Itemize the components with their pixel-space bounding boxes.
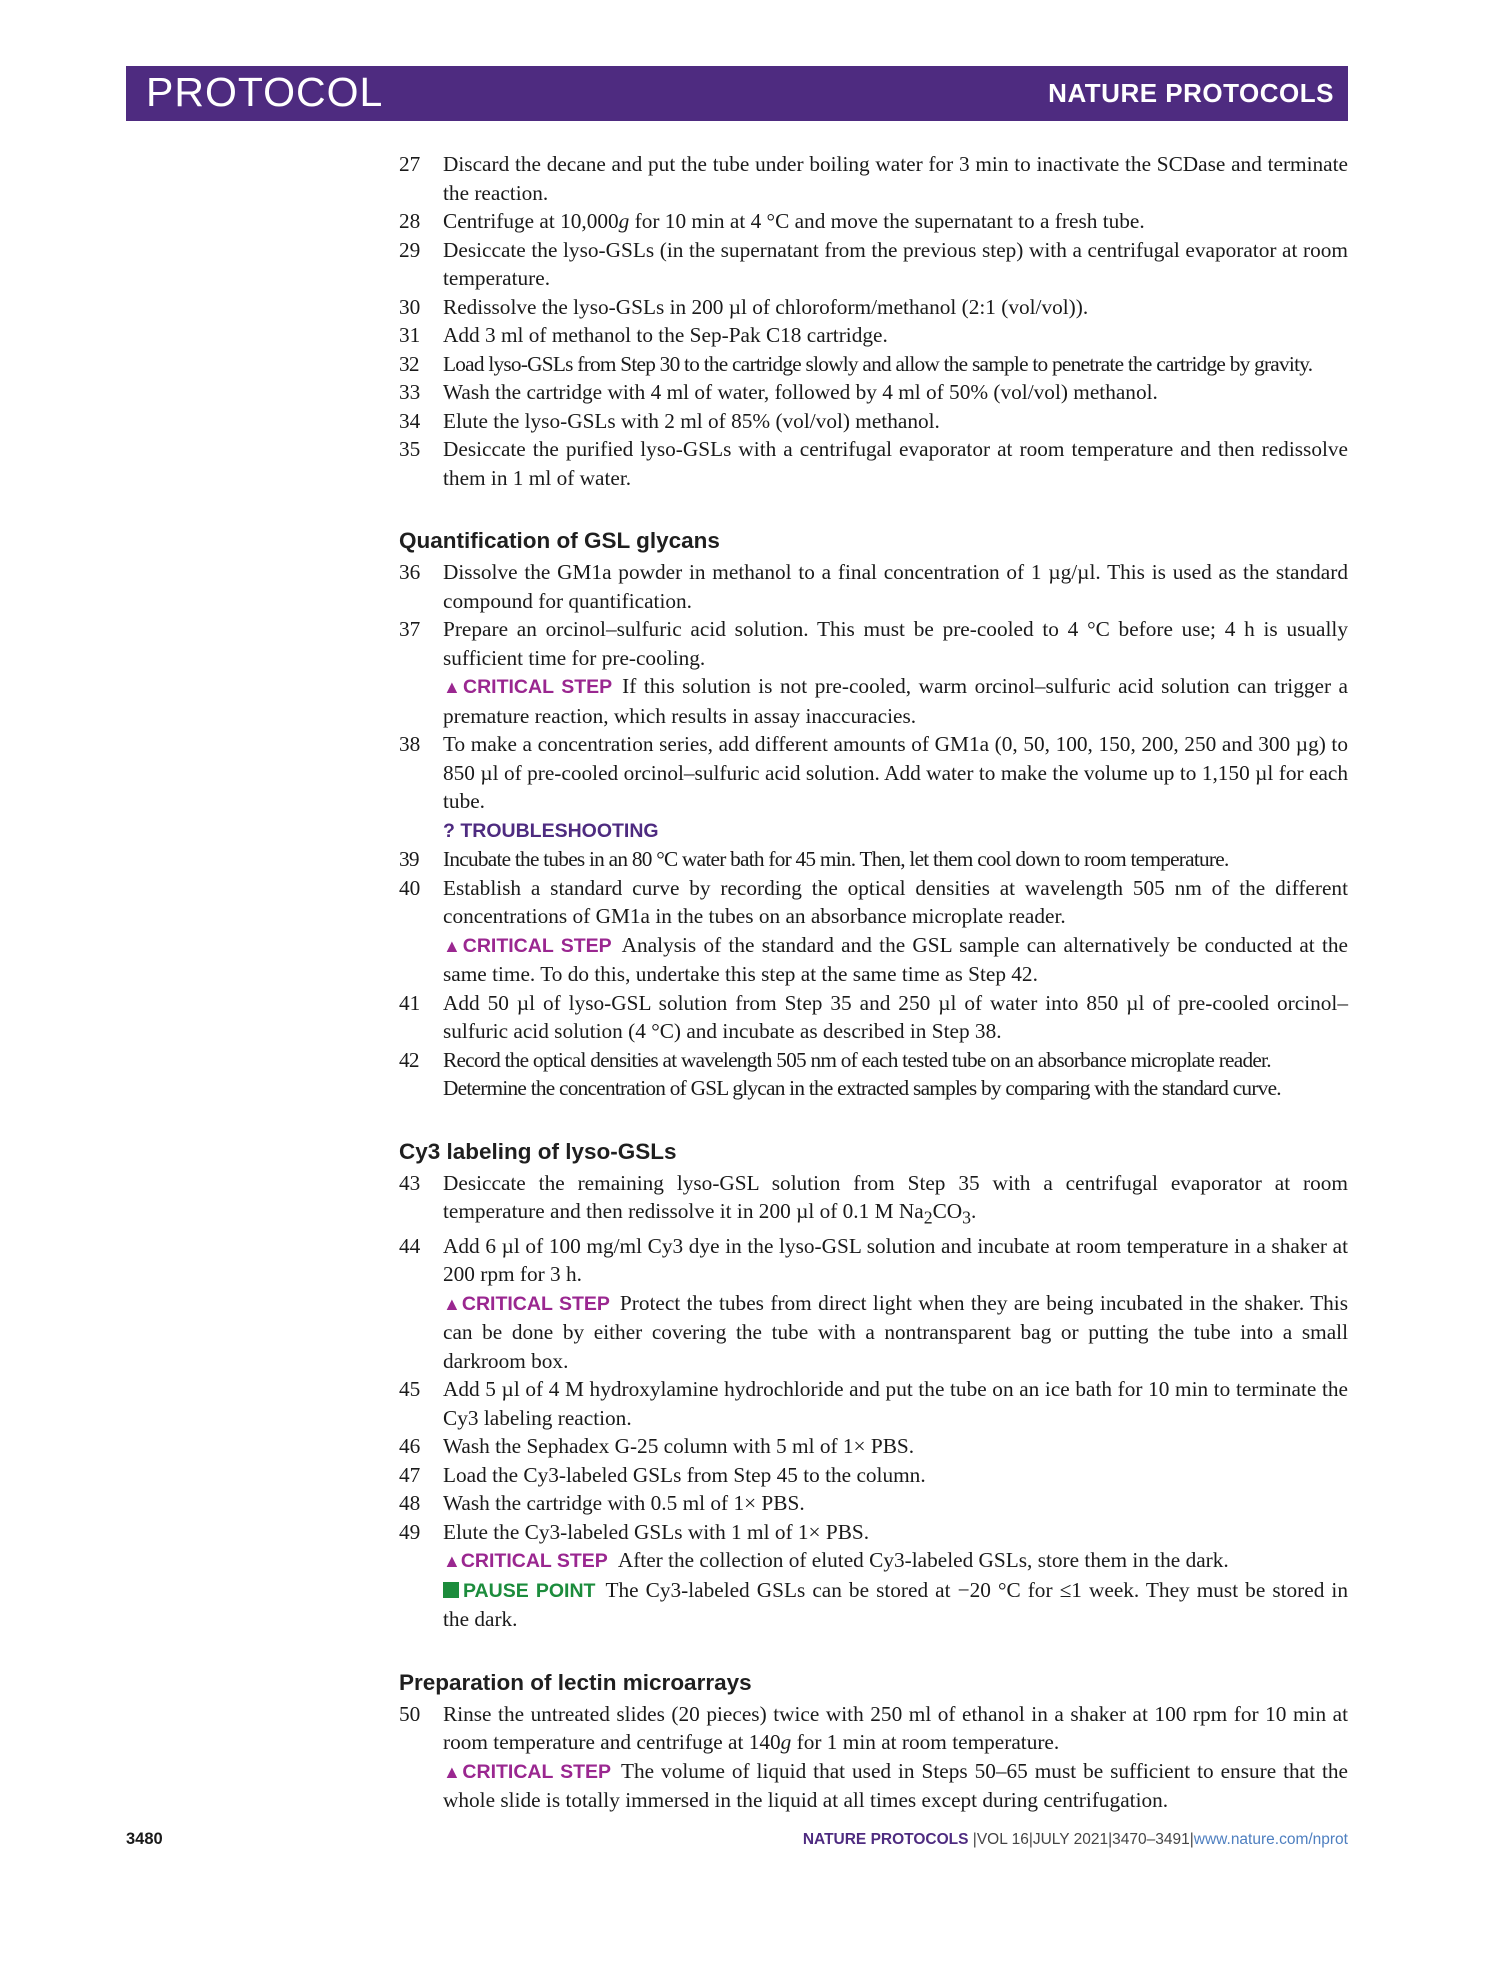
step-text: Add 3 ml of methanol to the Sep-Pak C18 cartridge. [443,323,888,347]
critical-step-text: CRITICAL STEP [460,1550,608,1573]
critical-step-note [443,931,1348,989]
pause-point-text: PAUSE POINT [463,1579,596,1602]
critical-step-label [443,1550,608,1572]
step-42 [399,1046,1348,1103]
critical-step-note [443,672,1348,730]
step-number: 28 [399,209,421,233]
section-title-lectin-microarrays: Preparation of lectin microarrays [399,1669,752,1695]
step-text: Wash the cartridge with 0.5 ml of 1× PBS. [443,1491,805,1516]
step-49 [399,1518,1348,1634]
footer-separator: | [1108,1831,1113,1848]
footer-citation [803,1831,1348,1849]
step-30 [399,293,1348,322]
troubleshooting-text: TROUBLESHOOTING [460,819,659,842]
step-text: Add 50 µl of lyso-GSL solution from Step 35 and 250 µl of water into 850 µl of pre-cooled orcinol–sulfuric acid solution (4 °C) and incubate as described in Step 38. [443,990,1348,1043]
step-number: 49 [399,1519,421,1544]
critical-step-text: CRITICAL STEP [462,1760,612,1783]
step-37 [399,615,1348,730]
critical-step-note [443,1546,1348,1576]
critical-step-text: CRITICAL STEP [462,934,612,957]
step-text: Load lyso-GSLs from Step 30 to the cartridge slowly and allow the sample to penetrate the cartridge by gravity. [443,351,1313,376]
step-number: 27 [399,152,421,176]
section-title-cy3-labeling: Cy3 labeling of lyso-GSLs [399,1138,677,1164]
step-45 [399,1375,1348,1432]
triangle-icon: ▲ [443,1761,463,1782]
troubleshooting-label [443,820,659,842]
step-text: for 1 min at room temperature. [791,1730,1060,1755]
subscript: 2 [923,1207,933,1228]
step-27 [399,150,1348,207]
step-number: 40 [399,875,421,900]
step-31 [399,321,1348,350]
step-number: 37 [399,617,421,641]
step-47 [399,1461,1348,1490]
step-text: Wash the cartridge with 4 ml of water, followed by 4 ml of 50% (vol/vol) methanol. [443,380,1158,404]
step-text: Dissolve the GM1a powder in methanol to a final concentration of 1 µg/µl. This is used as the standard compound for quantification. [443,560,1348,613]
step-38 [399,730,1348,845]
footer-date: JULY 2021 [1032,1831,1109,1848]
step-number: 29 [399,237,421,262]
step-number: 38 [399,732,421,756]
step-text: CO [932,1199,963,1223]
critical-step-label [443,935,612,957]
step-text: Load the Cy3-labeled GSLs from Step 45 to the column. [443,1462,926,1487]
step-text: Desiccate the remaining lyso-GSL solution from Step 35 with a centrifugal evaporator at room temperature and then redissolve it in 200 µl of 0.1 M Na [443,1170,1348,1223]
step-text: Add 5 µl of 4 M hydroxylamine hydrochloride and put the tube on an ice bath for 10 min to terminate the Cy3 labeling reaction. [443,1377,1348,1430]
critical-step-body: If this solution is not pre-cooled, warm orcinol–sulfuric acid solution can trigger a premature reaction, which results in assay inaccuracies. [443,674,1348,728]
step-number: 35 [399,437,421,461]
step-number: 34 [399,408,421,433]
step-text: Record the optical densities at wavelength 505 nm of each tested tube on an absorbance microplate reader. Determine the concentration of GSL glycan in the extracted samples by comparing with the standard curve. [443,1047,1281,1100]
step-50 [399,1700,1348,1815]
step-46 [399,1432,1348,1461]
footer-pages: 3470–3491 [1112,1831,1190,1848]
question-icon: ? [443,819,455,842]
critical-step-label [443,676,612,698]
step-33 [399,378,1348,407]
triangle-icon: ▲ [443,677,463,697]
step-29 [399,236,1348,293]
step-text: Redissolve the lyso-GSLs in 200 µl of chloroform/methanol (2:1 (vol/vol)). [443,294,1089,319]
step-32 [399,350,1348,379]
step-text: Wash the Sephadex G-25 column with 5 ml of 1× PBS. [443,1434,915,1459]
step-text: Desiccate the lyso-GSLs (in the supernatant from the previous step) with a centrifugal evaporator at room temperature. [443,237,1348,290]
step-text: Rinse the untreated slides (20 pieces) twice with 250 ml of ethanol in a shaker at 100 rpm for 10 min at room temperature and centrifuge at 140 [443,1701,1348,1755]
footer-separator: | [1189,1831,1194,1848]
step-34 [399,407,1348,436]
step-text: Centrifuge at 10,000 [443,209,619,233]
critical-step-label [443,1293,610,1315]
triangle-icon: ▲ [443,935,463,956]
pause-point-body: The Cy3-labeled GSLs can be stored at −20 °C for ≤1 week. They must be stored in the dark. [443,1577,1348,1632]
section-title-quantification: Quantification of GSL glycans [399,528,720,553]
step-number: 33 [399,380,421,404]
footer-journal: NATURE PROTOCOLS [802,1831,969,1848]
step-41 [399,989,1348,1046]
subscript: 3 [962,1207,972,1228]
critical-step-note [443,1757,1348,1815]
step-40 [399,874,1348,989]
header-bar [126,66,1348,121]
step-number: 47 [399,1462,421,1487]
step-35 [399,435,1348,492]
critical-step-body: Protect the tubes from direct light when they are being incubated in the shaker. This can be done by either covering the tube with a nontransparent bag or putting the tube into a small darkroom box. [443,1290,1348,1373]
step-number: 36 [399,560,421,584]
step-number: 48 [399,1491,421,1516]
step-43 [399,1169,1348,1232]
step-number: 30 [399,294,421,319]
critical-step-note [443,1289,1348,1376]
step-number: 44 [399,1233,421,1258]
step-text: Elute the Cy3-labeled GSLs with 1 ml of 1× PBS. [443,1519,870,1544]
critical-step-text: CRITICAL STEP [463,676,613,698]
step-number: 45 [399,1377,421,1402]
step-44 [399,1232,1348,1376]
step-number: 46 [399,1434,421,1459]
step-text: . [971,1199,977,1223]
step-text-italic: g [780,1730,792,1755]
step-text: Add 6 µl of 100 mg/ml Cy3 dye in the lyso-GSL solution and incubate at room temperature in a shaker at 200 rpm for 3 h. [443,1233,1348,1287]
step-number: 39 [399,847,419,871]
step-number: 42 [399,1047,419,1072]
step-text: Discard the decane and put the tube under boiling water for 3 min to inactivate the SCDase and terminate the reaction. [443,152,1348,205]
main-content [399,150,1348,1815]
header-protocol-label: PROTOCOL [146,69,384,115]
troubleshooting-note [443,816,1348,846]
critical-step-body: Analysis of the standard and the GSL sample can alternatively be conducted at the same time. To do this, undertake this step at the same time as Step 42. [443,932,1348,986]
triangle-icon: ▲ [443,1293,462,1314]
step-48 [399,1489,1348,1518]
step-text: Incubate the tubes in an 80 °C water bath for 45 min. Then, let them cool down to room temperature. [443,847,1229,871]
footer-volume: VOL 16 [976,1831,1029,1848]
step-text-italic: g [618,209,630,233]
header-journal-name: NATURE PROTOCOLS [1048,78,1334,108]
step-number: 32 [399,351,419,376]
footer-url[interactable]: www.nature.com/nprot [1193,1831,1348,1848]
footer-separator: | [1028,1831,1033,1848]
step-text: Desiccate the purified lyso-GSLs with a centrifugal evaporator at room temperature and then redissolve them in 1 ml of water. [443,437,1348,490]
pause-point-note [443,1576,1348,1634]
step-36 [399,558,1348,615]
step-text: Establish a standard curve by recording the optical densities at wavelength 505 nm of the different concentrations of GM1a in the tubes on an absorbance microplate reader. [443,875,1348,928]
step-text: Prepare an orcinol–sulfuric acid solution. This must be pre-cooled to 4 °C before use; 4 h is usually sufficient time for pre-cooling. [443,617,1348,670]
step-text: To make a concentration series, add different amounts of GM1a (0, 50, 100, 150, 200, 250 and 300 µg) to 850 µl of pre-cooled orcinol–sulfuric acid solution. Add water to make the volume up to 1,150 µl for each tube. [443,732,1348,813]
page-number: 3480 [126,1830,163,1848]
critical-step-text: CRITICAL STEP [461,1292,610,1315]
step-number: 50 [399,1701,421,1726]
step-text: Elute the lyso-GSLs with 2 ml of 85% (vol/vol) methanol. [443,408,940,433]
step-39 [399,845,1348,874]
step-number: 43 [399,1170,421,1195]
critical-step-body: The volume of liquid that used in Steps 50–65 must be sufficient to ensure that the whole slide is totally immersed in the liquid at all times except during centrifugation. [443,1758,1348,1813]
pause-point-label [443,1580,595,1602]
triangle-icon: ▲ [443,1551,461,1572]
footer-separator: | [972,1831,977,1848]
step-number: 41 [399,990,421,1015]
square-icon [443,1582,459,1598]
step-number: 31 [399,323,421,347]
step-text: for 10 min at 4 °C and move the supernatant to a fresh tube. [629,209,1145,233]
critical-step-body: After the collection of eluted Cy3-labeled GSLs, store them in the dark. [617,1548,1229,1573]
critical-step-label [443,1761,611,1783]
step-28 [399,207,1348,236]
